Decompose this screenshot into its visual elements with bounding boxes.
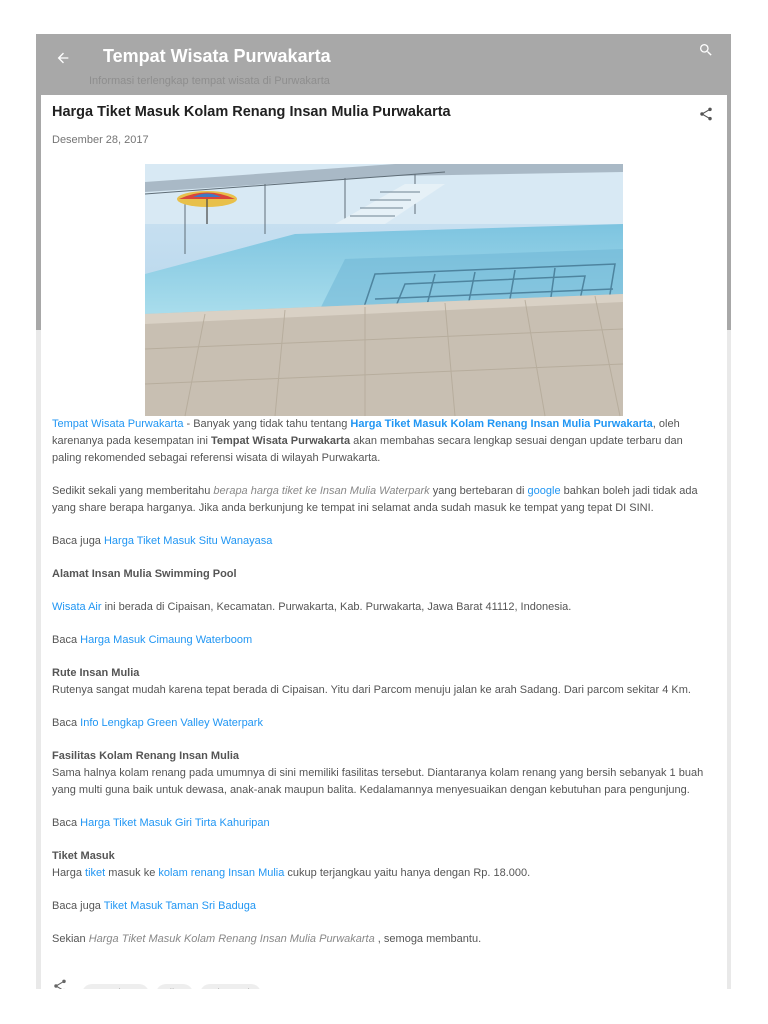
italic-text: berapa harga tiket ke Insan Mulia Waterpark <box>213 485 430 497</box>
share-button[interactable] <box>696 104 716 124</box>
paragraph-baca-2 <box>52 632 712 649</box>
text: cukup terjangkau yaitu hanya dengan Rp. 18.000. <box>284 867 531 879</box>
share-icon <box>698 106 714 122</box>
search-icon <box>698 42 714 58</box>
paragraph-baca-4 <box>52 815 712 832</box>
text: Baca <box>52 634 81 646</box>
section-heading: Alamat Insan Mulia Swimming Pool <box>52 568 237 580</box>
italic-text: Harga Tiket Masuk Kolam Renang Insan Mulia Purwakarta <box>88 933 375 945</box>
text: bahkan boleh jadi tidak ada yang share berapa harganya. Jika anda berkunjung ke tempat ini selamat anda sudah masuk ke tempat yang tepat DI SINI. <box>52 485 698 514</box>
link-situ-wanayasa[interactable]: Harga Tiket Masuk Situ Wanayasa <box>103 535 273 547</box>
link-google[interactable]: google <box>527 485 561 497</box>
text: Baca <box>52 717 81 729</box>
link-harga-tiket-insan-mulia[interactable]: Harga Tiket Masuk Kolam Renang Insan Mulia Purwakarta <box>350 418 653 430</box>
section-heading: Rute Insan Mulia <box>52 667 140 679</box>
pool-photo <box>145 164 623 416</box>
text: yang bertebaran di <box>429 485 528 497</box>
paragraph-intro <box>52 416 712 467</box>
paragraph-baca-3 <box>52 715 712 732</box>
link-tiket[interactable]: tiket <box>85 867 106 879</box>
text: masuk ke <box>105 867 159 879</box>
blog-description: Informasi terlengkap tempat wisata di Purwakarta <box>89 75 330 87</box>
paragraph-fasilitas <box>52 748 712 799</box>
text: ini berada di Cipaisan, Kecamatan. Purwakarta, Kab. Purwakarta, Jawa Barat 41112, Indonesia. <box>101 601 572 613</box>
paragraph-baca-5 <box>52 898 712 915</box>
post-image[interactable] <box>145 164 623 416</box>
text: Sama halnya kolam renang pada umumnya di sini memiliki fasilitas tersebut. Diantaranya kolam renang yang bersih sebanyak 1 buah yang multi guna baik untuk dewasa, anak-anak maupun balita. Kedalamannya menyesuaikan dengan kebutuhan para pengunjung. <box>52 767 704 796</box>
text: Baca juga <box>52 900 104 912</box>
paragraph-rute <box>52 665 712 699</box>
link-cimaung-waterboom[interactable]: Harga Masuk Cimaung Waterboom <box>80 634 253 646</box>
text: Sedikit sekali yang memberitahu <box>52 485 214 497</box>
post-body <box>52 416 712 964</box>
text: Baca juga <box>52 535 104 547</box>
link-taman-sri-baduga[interactable]: Tiket Masuk Taman Sri Baduga <box>103 900 257 912</box>
text: - Banyak yang tidak tahu tentang <box>183 418 351 430</box>
link-wisata-air[interactable]: Wisata Air <box>52 601 102 613</box>
text: Sekian <box>52 933 89 945</box>
paragraph-2 <box>52 483 712 517</box>
link-kolam-renang-insan-mulia[interactable]: kolam renang Insan Mulia <box>158 867 285 879</box>
search-button[interactable] <box>696 40 716 60</box>
section-heading: Fasilitas Kolam Renang Insan Mulia <box>52 750 240 762</box>
paragraph-baca-1 <box>52 533 712 550</box>
heading-alamat <box>52 566 712 583</box>
blog-title[interactable]: Tempat Wisata Purwakarta <box>103 46 331 66</box>
link-giri-tirta[interactable]: Harga Tiket Masuk Giri Tirta Kahuripan <box>80 817 270 829</box>
paragraph-closing <box>52 931 712 948</box>
text: akan membahas secara lengkap sesuai dengan update terbaru dan paling rekomended sebagai referensi wisata di wilayah Purwakarta. <box>52 435 683 464</box>
arrow-back-icon <box>55 50 71 66</box>
text: Baca <box>52 817 81 829</box>
text: Harga <box>52 867 86 879</box>
paragraph-tiket <box>52 848 712 882</box>
page-bottom <box>0 989 768 1024</box>
back-button[interactable] <box>52 47 74 69</box>
link-tempat-wisata[interactable]: Tempat Wisata Purwakarta <box>52 418 184 430</box>
post-title[interactable]: Harga Tiket Masuk Kolam Renang Insan Mulia Purwakarta <box>52 104 451 120</box>
link-green-valley[interactable]: Info Lengkap Green Valley Waterpark <box>80 717 263 729</box>
text: , oleh karenanya pada kesempatan ini <box>52 418 680 447</box>
paragraph-alamat <box>52 599 712 616</box>
section-heading: Tiket Masuk <box>52 850 115 862</box>
post-date: Desember 28, 2017 <box>52 134 149 146</box>
bold-text: Tempat Wisata Purwakarta <box>211 435 351 447</box>
text: , semoga membantu. <box>374 933 482 945</box>
text: Rutenya sangat mudah karena tepat berada di Cipaisan. Yitu dari Parcom menuju jalan ke arah Sadang. Dari parcom sekitar 4 Km. <box>52 684 691 696</box>
